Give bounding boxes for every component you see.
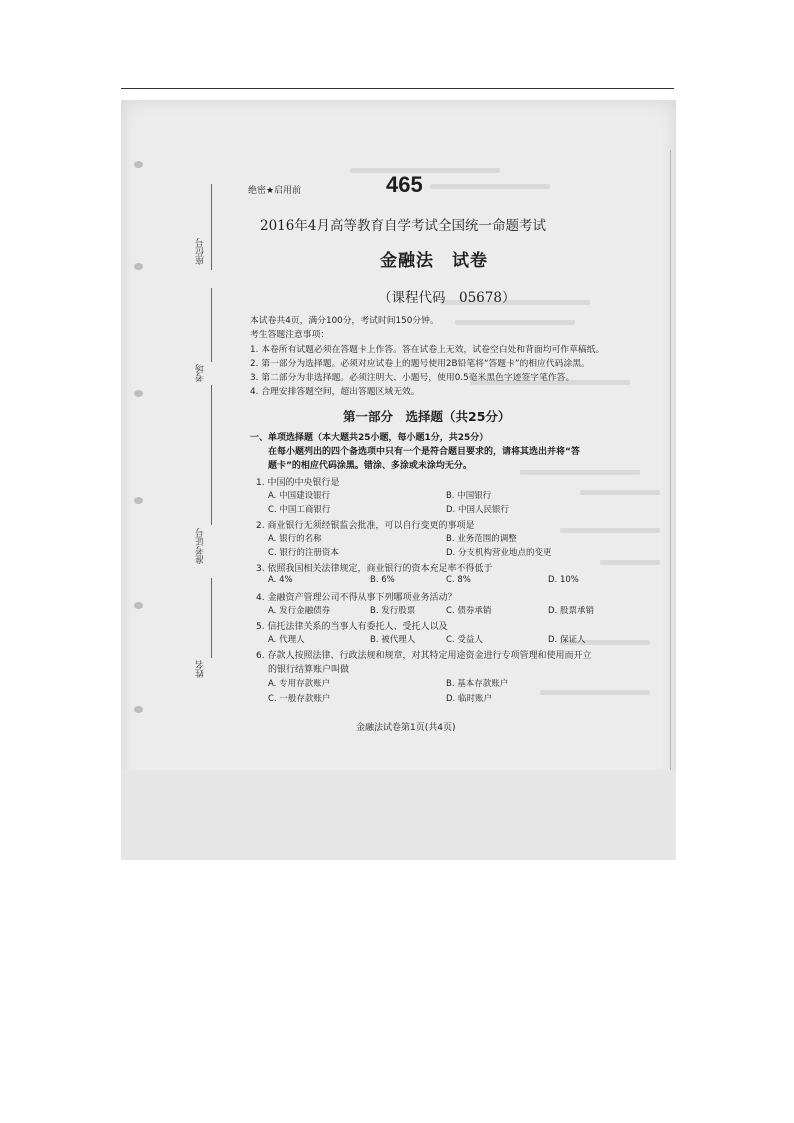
- option-c: C. 银行的注册资本: [268, 548, 339, 558]
- top-rule: [121, 88, 674, 89]
- question-stem: 1. 中国的中央银行是: [256, 478, 340, 488]
- option-c: C. 债券承销: [446, 606, 492, 616]
- scan-bottom-band: [121, 770, 676, 860]
- question-stem: 3. 依照我国相关法律规定，商业银行的资本充足率不得低于: [256, 564, 493, 574]
- option-c: C. 一般存款账户: [268, 694, 331, 704]
- option-c: C. 中国工商银行: [268, 505, 331, 515]
- note-item: 2. 第一部分为选择题。必须对应试卷上的题号使用2B铅笔将“答题卡”的相应代码涂黑。: [250, 359, 590, 369]
- punch-hole-icon: [134, 497, 143, 504]
- scan-fold-line: [670, 150, 671, 770]
- binding-line: [211, 385, 212, 525]
- option-a: A. 发行金融债券: [268, 606, 331, 616]
- binding-line: [211, 578, 212, 658]
- option-b: B. 业务范围的调整: [446, 534, 517, 544]
- option-c: C. 8%: [446, 575, 471, 585]
- option-a: A. 代理人: [268, 635, 305, 645]
- option-a: A. 中国建设银行: [268, 491, 331, 501]
- option-d: D. 股票承销: [548, 606, 594, 616]
- question-stem: 5. 信托法律关系的当事人有委托人、受托人以及: [256, 622, 448, 632]
- paper-title: 金融法 试卷: [380, 251, 488, 271]
- page-footer: 金融法试卷第1页(共4页): [356, 723, 456, 733]
- bleed-through: [600, 560, 660, 565]
- option-b: B. 中国银行: [446, 491, 492, 501]
- option-b: B. 6%: [370, 575, 395, 585]
- bleed-through: [350, 168, 500, 173]
- bleed-through: [560, 528, 660, 533]
- punch-hole-icon: [134, 706, 143, 713]
- option-d: D. 中国人民银行: [446, 505, 509, 515]
- option-d: D. 临时账户: [446, 694, 492, 704]
- option-b: B. 被代理人: [370, 635, 416, 645]
- bleed-through: [520, 470, 640, 475]
- bleed-through: [540, 690, 650, 695]
- option-a: A. 4%: [268, 575, 293, 585]
- binding-line: [211, 184, 212, 270]
- course-code: （课程代码 05678）: [378, 290, 516, 306]
- question-stem: 4. 金融资产管理公司不得从事下列哪项业务活动？: [256, 593, 457, 603]
- note-item: 4. 合理安排答题空间，超出答题区域无效。: [250, 387, 420, 397]
- paper-info: 本试卷共4页，满分100分，考试时间150分钟。: [250, 316, 439, 326]
- option-b: B. 发行股票: [370, 606, 416, 616]
- option-d: D. 10%: [548, 575, 579, 585]
- option-d: D. 分支机构营业地点的变更: [446, 548, 552, 558]
- option-a: A. 专用存款账户: [268, 679, 331, 689]
- exam-room-label: 考场: [196, 364, 206, 382]
- question-stem-continued: 的银行结算账户叫做: [268, 665, 350, 675]
- paper-code: 465: [386, 172, 423, 197]
- bleed-through: [580, 490, 660, 495]
- option-d: D. 保证人: [548, 635, 586, 645]
- option-b: B. 基本存款账户: [446, 679, 509, 689]
- punch-hole-icon: [134, 390, 143, 397]
- option-a: A. 银行的名称: [268, 534, 322, 544]
- binding-line: [211, 288, 212, 362]
- question-stem: 6. 存款人按照法律、行政法规和规章，对其特定用途资金进行专项管理和使用而开立: [256, 651, 592, 661]
- punch-hole-icon: [134, 602, 143, 609]
- punch-hole-icon: [134, 161, 143, 168]
- section-instruction: 题卡”的相应代码涂黑。错涂、多涂或未涂均无分。: [268, 461, 472, 471]
- bleed-through: [430, 184, 550, 189]
- confidential-mark: 绝密★启用前: [248, 186, 302, 196]
- section-instruction: 在每小题列出的四个备选项中只有一个是符合题目要求的，请将其选出并将“答: [268, 447, 580, 457]
- option-c: C. 受益人: [446, 635, 483, 645]
- part-heading: 第一部分 选择题（共25分）: [343, 409, 511, 424]
- notes-title: 考生答题注意事项：: [250, 330, 330, 340]
- note-item: 1. 本卷所有试题必须在答题卡上作答。答在试卷上无效，试卷空白处和背面均可作草稿纸。: [250, 345, 605, 355]
- exam-title: 2016年4月高等教育自学考试全国统一命题考试: [260, 218, 546, 234]
- question-stem: 2. 商业银行无须经银监会批准，可以自行变更的事项是: [256, 521, 475, 531]
- note-item: 3. 第二部分为非选择题。必须注明大、小题号，使用0.5毫米黑色字迹签字笔作答。: [250, 373, 575, 383]
- name-label: 姓名: [196, 660, 206, 678]
- section-heading: 一、单项选择题（本大题共25小题，每小题1分，共25分）: [250, 433, 489, 443]
- punch-hole-icon: [134, 263, 143, 270]
- bleed-through: [455, 320, 575, 325]
- ticket-number-label: 准考证号: [196, 528, 206, 564]
- seat-number-label: 座位号: [196, 238, 206, 265]
